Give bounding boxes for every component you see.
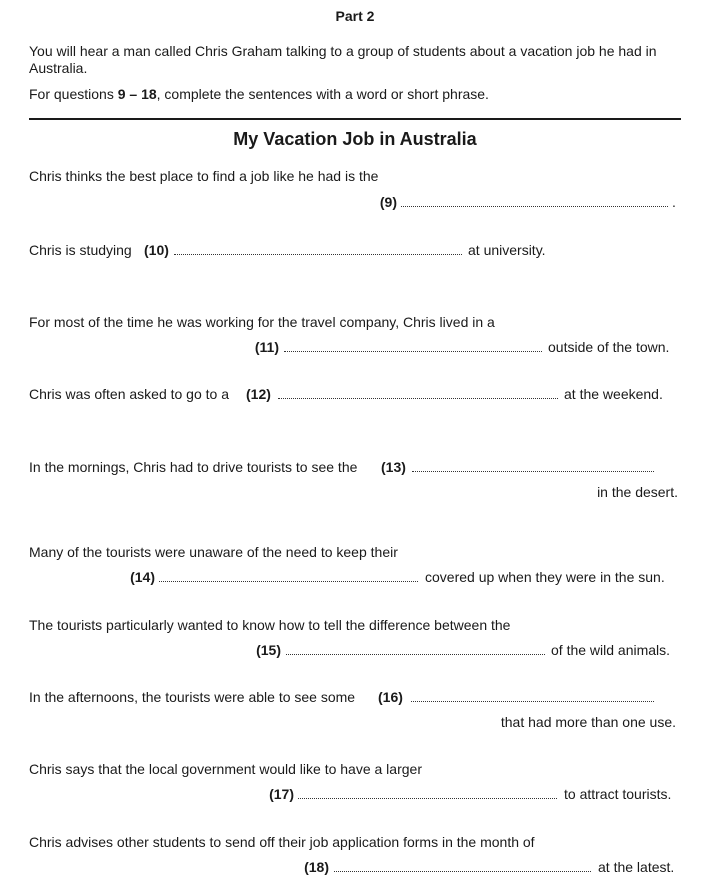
- question-14-number: (14): [130, 569, 155, 585]
- question-12-number: (12): [246, 386, 271, 402]
- answer-blank-13[interactable]: [412, 471, 654, 472]
- question-13-number: (13): [381, 459, 406, 475]
- question-9-end: .: [672, 194, 676, 210]
- question-13-end: in the desert.: [597, 484, 678, 500]
- question-10-end: at university.: [468, 242, 546, 258]
- question-17-text: Chris says that the local government would like to have a larger: [29, 761, 422, 777]
- intro-paragraph: You will hear a man called Chris Graham talking to a group of students about a vacation job he had in Australia.: [29, 43, 657, 76]
- question-9-number: (9): [379, 194, 397, 210]
- instructions-prefix: For questions: [29, 86, 118, 102]
- question-18-number: (18): [304, 859, 329, 875]
- question-14-end: covered up when they were in the sun.: [425, 569, 665, 585]
- question-10-text: Chris is studying: [29, 242, 132, 258]
- instructions-suffix: , complete the sentences with a word or short phrase.: [156, 86, 489, 102]
- answer-blank-14[interactable]: [159, 581, 418, 582]
- question-15-number: (15): [256, 642, 281, 658]
- section-title: My Vacation Job in Australia: [233, 129, 477, 149]
- answer-blank-18[interactable]: [334, 871, 591, 872]
- question-14-text: Many of the tourists were unaware of the need to keep their: [29, 544, 398, 560]
- horizontal-rule: [29, 118, 681, 120]
- answer-blank-12[interactable]: [278, 398, 558, 399]
- question-11-text: For most of the time he was working for the travel company, Chris lived in a: [29, 314, 495, 330]
- question-9-text: Chris thinks the best place to find a job like he had is the: [29, 168, 379, 184]
- question-11-end: outside of the town.: [548, 339, 670, 355]
- answer-blank-15[interactable]: [286, 654, 545, 655]
- answer-blank-11[interactable]: [284, 351, 542, 352]
- question-17-end: to attract tourists.: [564, 786, 672, 802]
- question-16-text: In the afternoons, the tourists were able to see some: [29, 689, 356, 705]
- question-13-text: In the mornings, Chris had to drive tourists to see the: [29, 459, 358, 475]
- question-17-number: (17): [269, 786, 294, 802]
- answer-blank-10[interactable]: [174, 254, 462, 255]
- question-18-text: Chris advises other students to send off their job application forms in the month of: [29, 834, 535, 850]
- question-16-end: that had more than one use.: [500, 714, 676, 730]
- instructions: [29, 86, 689, 103]
- answer-blank-17[interactable]: [298, 798, 557, 799]
- question-15-end: of the wild animals.: [551, 642, 671, 658]
- question-18-end: at the latest.: [598, 859, 675, 875]
- part-heading: Part 2: [335, 8, 375, 24]
- question-12-end: at the weekend.: [564, 386, 663, 402]
- question-10-number: (10): [144, 242, 169, 258]
- question-11-number: (11): [254, 339, 279, 355]
- question-range: 9 – 18: [117, 86, 157, 102]
- question-12-text: Chris was often asked to go to a: [29, 386, 229, 402]
- answer-blank-9[interactable]: [401, 206, 668, 207]
- question-15-text: The tourists particularly wanted to know how to tell the difference between the: [29, 617, 511, 633]
- answer-blank-16[interactable]: [411, 701, 654, 702]
- question-16-number: (16): [378, 689, 403, 705]
